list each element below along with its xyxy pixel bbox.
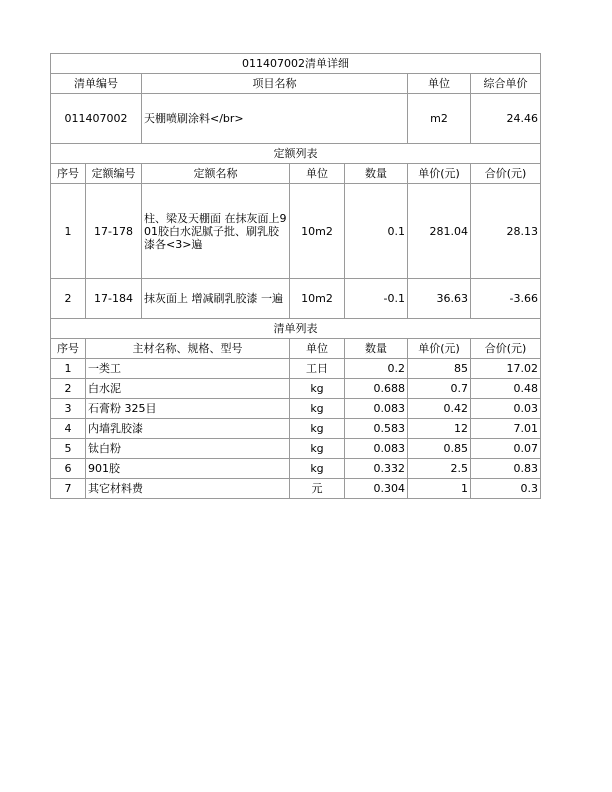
- material-header-seq: 序号: [51, 339, 86, 359]
- material-unit-price: 1: [408, 479, 471, 499]
- quota-total: -3.66: [471, 279, 541, 319]
- material-unit: kg: [290, 459, 345, 479]
- material-total: 0.03: [471, 399, 541, 419]
- quota-header-unit: 单位: [290, 164, 345, 184]
- material-name: 石膏粉 325目: [86, 399, 290, 419]
- quota-header-unit-price: 单价(元): [408, 164, 471, 184]
- quota-row: [51, 184, 541, 279]
- material-unit-price: 2.5: [408, 459, 471, 479]
- material-qty: 0.332: [345, 459, 408, 479]
- material-header-row: [51, 339, 541, 359]
- quota-header-qty: 数量: [345, 164, 408, 184]
- material-row: [51, 399, 541, 419]
- quota-header-seq: 序号: [51, 164, 86, 184]
- item-row: [51, 94, 541, 144]
- material-unit: kg: [290, 399, 345, 419]
- item-name: 天棚喷刷涂料</br>: [142, 94, 408, 144]
- material-total: 17.02: [471, 359, 541, 379]
- quota-unit: 10m2: [290, 184, 345, 279]
- quota-qty: -0.1: [345, 279, 408, 319]
- material-header-qty: 数量: [345, 339, 408, 359]
- material-qty: 0.083: [345, 439, 408, 459]
- header-item-price: 综合单价: [471, 74, 541, 94]
- material-name: 内墙乳胶漆: [86, 419, 290, 439]
- quota-unit-price: 281.04: [408, 184, 471, 279]
- material-header-unit-price: 单价(元): [408, 339, 471, 359]
- quota-section-title: 定额列表: [51, 144, 541, 164]
- material-row: [51, 479, 541, 499]
- material-qty: 0.083: [345, 399, 408, 419]
- material-seq: 1: [51, 359, 86, 379]
- material-unit-price: 85: [408, 359, 471, 379]
- material-total: 0.48: [471, 379, 541, 399]
- header-item-unit: 单位: [408, 74, 471, 94]
- quota-header-total: 合价(元): [471, 164, 541, 184]
- material-row: [51, 439, 541, 459]
- material-section-title: 清单列表: [51, 319, 541, 339]
- material-row: [51, 359, 541, 379]
- material-total: 7.01: [471, 419, 541, 439]
- item-unit: m2: [408, 94, 471, 144]
- material-unit-price: 0.42: [408, 399, 471, 419]
- quota-header-code: 定额编号: [86, 164, 142, 184]
- material-unit: kg: [290, 439, 345, 459]
- quota-seq: 1: [51, 184, 86, 279]
- material-seq: 5: [51, 439, 86, 459]
- material-qty: 0.2: [345, 359, 408, 379]
- item-price: 24.46: [471, 94, 541, 144]
- header-item-code: 清单编号: [51, 74, 142, 94]
- header-item-name: 项目名称: [142, 74, 408, 94]
- material-total: 0.3: [471, 479, 541, 499]
- material-name: 901胶: [86, 459, 290, 479]
- material-total: 0.07: [471, 439, 541, 459]
- material-name: 一类工: [86, 359, 290, 379]
- quota-unit-price: 36.63: [408, 279, 471, 319]
- material-row: [51, 379, 541, 399]
- material-name: 其它材料费: [86, 479, 290, 499]
- quota-name: 抹灰面上 增减刷乳胶漆 一遍: [142, 279, 290, 319]
- quota-header-name: 定额名称: [142, 164, 290, 184]
- material-row: [51, 419, 541, 439]
- material-unit: 元: [290, 479, 345, 499]
- quota-code: 17-178: [86, 184, 142, 279]
- material-seq: 3: [51, 399, 86, 419]
- quota-name: 柱、梁及天棚面 在抹灰面上901胶白水泥腻子批、刷乳胶漆各<3>遍: [142, 184, 290, 279]
- quota-header-row: [51, 164, 541, 184]
- material-header-name: 主材名称、规格、型号: [86, 339, 290, 359]
- material-seq: 4: [51, 419, 86, 439]
- quota-seq: 2: [51, 279, 86, 319]
- material-unit: kg: [290, 419, 345, 439]
- quota-unit: 10m2: [290, 279, 345, 319]
- material-seq: 6: [51, 459, 86, 479]
- material-seq: 7: [51, 479, 86, 499]
- material-qty: 0.688: [345, 379, 408, 399]
- material-name: 钛白粉: [86, 439, 290, 459]
- material-unit-price: 0.7: [408, 379, 471, 399]
- item-header-row: [51, 74, 541, 94]
- item-code: 011407002: [51, 94, 142, 144]
- material-row: [51, 459, 541, 479]
- quota-row: [51, 279, 541, 319]
- quota-total: 28.13: [471, 184, 541, 279]
- material-total: 0.83: [471, 459, 541, 479]
- material-seq: 2: [51, 379, 86, 399]
- material-unit: 工日: [290, 359, 345, 379]
- material-unit: kg: [290, 379, 345, 399]
- material-unit-price: 12: [408, 419, 471, 439]
- material-header-total: 合价(元): [471, 339, 541, 359]
- bill-detail-table: [50, 53, 541, 499]
- quota-qty: 0.1: [345, 184, 408, 279]
- material-name: 白水泥: [86, 379, 290, 399]
- material-unit-price: 0.85: [408, 439, 471, 459]
- quota-code: 17-184: [86, 279, 142, 319]
- table-title: 011407002清单详细: [51, 54, 541, 74]
- material-qty: 0.583: [345, 419, 408, 439]
- material-header-unit: 单位: [290, 339, 345, 359]
- material-qty: 0.304: [345, 479, 408, 499]
